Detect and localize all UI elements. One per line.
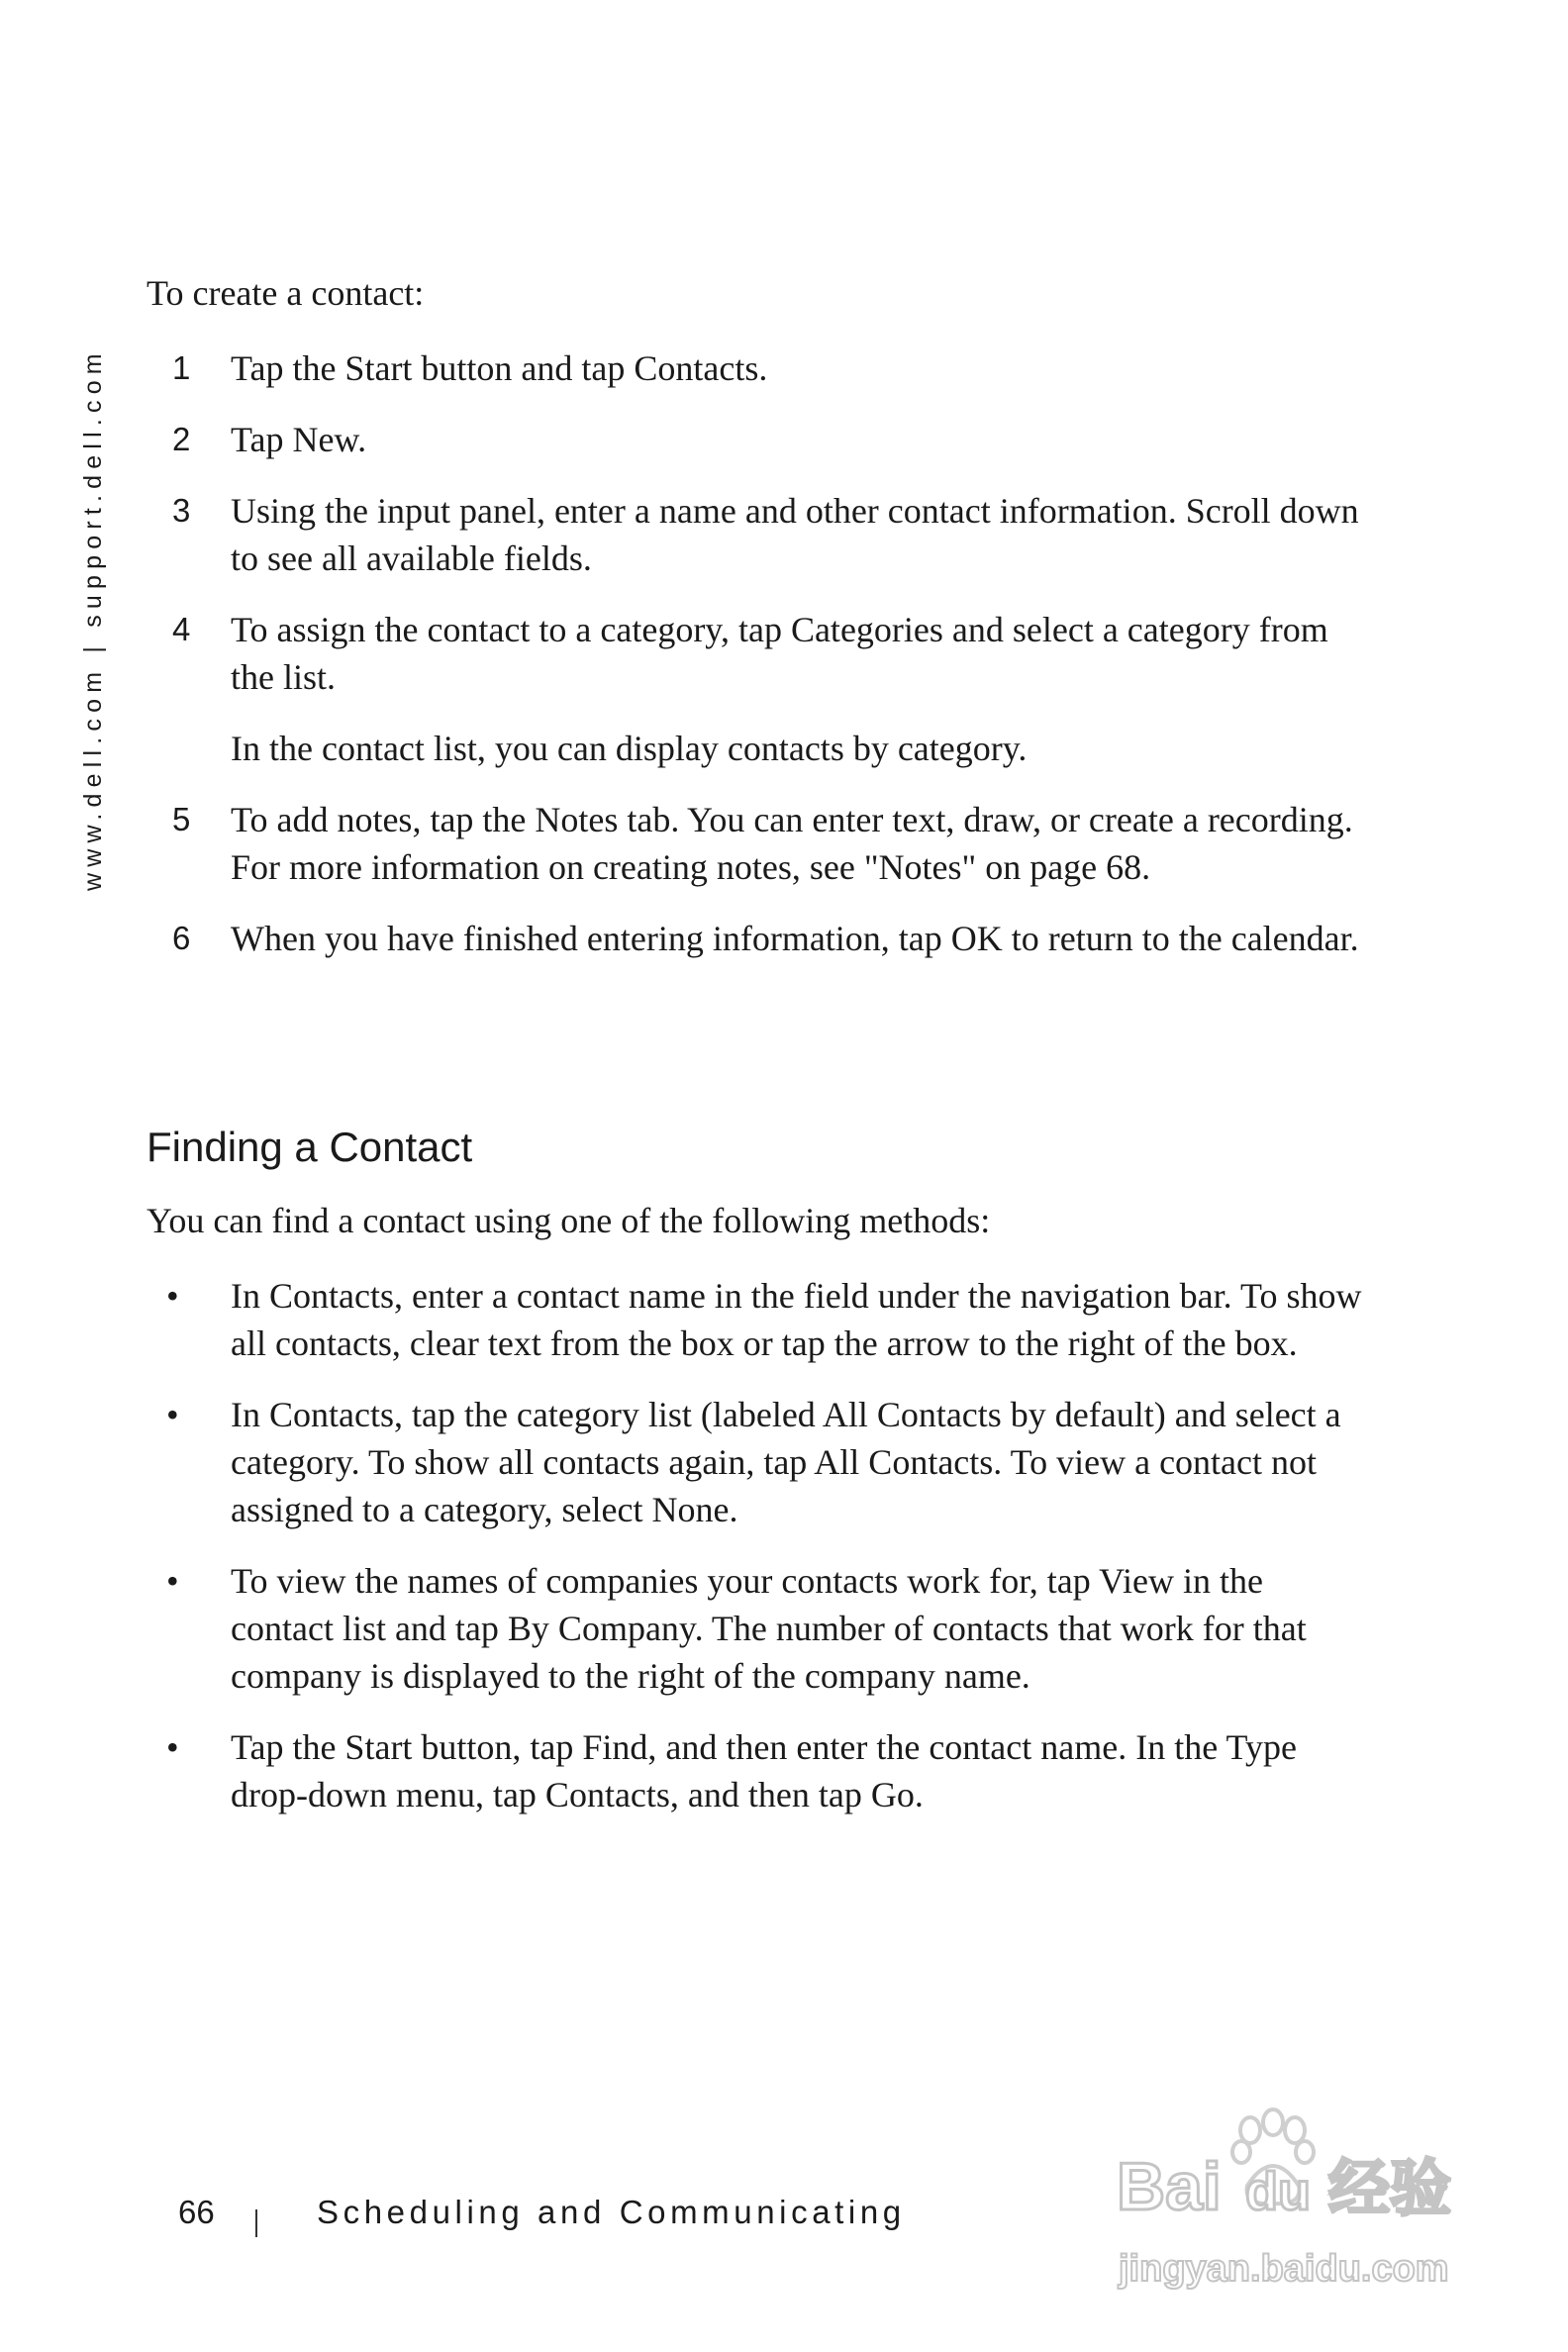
- step-item: [147, 606, 1364, 772]
- watermark-brand-cjk: 经验: [1328, 2152, 1452, 2224]
- method-item: [147, 1557, 1364, 1700]
- step-number: 5: [172, 801, 191, 837]
- step-text: Tap the Start button and tap Contacts.: [231, 348, 768, 388]
- step-note: In the contact list, you can display contacts by category.: [231, 729, 1028, 768]
- baidu-watermark: [1109, 2107, 1475, 2304]
- step-text: To assign the contact to a category, tap Categories and select a category from the list.: [231, 610, 1328, 697]
- chapter-title: Scheduling and Communicating: [317, 2194, 906, 2230]
- method-text: Tap the Start button, tap Find, and then enter the contact name. In the Type drop-down menu, tap Contacts, and then tap Go.: [231, 1727, 1297, 1814]
- step-item: [147, 416, 1364, 463]
- method-item: [147, 1391, 1364, 1533]
- intro-text: To create a contact:: [147, 273, 425, 313]
- steps-list: [147, 344, 1364, 986]
- step-number: 1: [172, 349, 191, 386]
- step-item: [147, 487, 1364, 582]
- step-text: To add notes, tap the Notes tab. You can enter text, draw, or create a recording. For more information on creating notes, see "Notes" on page 68.: [231, 800, 1353, 887]
- section-heading: Finding a Contact: [147, 1124, 473, 1170]
- step-number: 6: [172, 920, 191, 956]
- watermark-brand-latin-2: du: [1245, 2162, 1311, 2221]
- footer-divider: [255, 2209, 257, 2237]
- methods-intro-text: You can find a contact using one of the following methods:: [147, 1201, 991, 1240]
- step-number: 3: [172, 492, 191, 529]
- step-item: [147, 796, 1364, 891]
- method-item: [147, 1723, 1364, 1818]
- step-number: 4: [172, 611, 191, 647]
- method-text: To view the names of companies your contacts work for, tap View in the contact list and tap By Company. The number of contacts that work for that company is displayed to the right of the company name.: [231, 1561, 1307, 1696]
- bullet-icon: •: [166, 1561, 179, 1601]
- step-item: [147, 915, 1364, 962]
- step-text: When you have finished entering information, tap OK to return to the calendar.: [231, 919, 1359, 958]
- side-url-vertical: www.dell.com | support.dell.com: [79, 347, 107, 891]
- method-text: In Contacts, tap the category list (labeled All Contacts by default) and select a category. To show all contacts again, tap All Contacts. To view a contact not assigned to a category, select None.: [231, 1395, 1341, 1529]
- page-number: 66: [178, 2194, 215, 2230]
- bullet-icon: •: [166, 1727, 179, 1767]
- step-text: Using the input panel, enter a name and other contact information. Scroll down to see all available fields.: [231, 491, 1359, 578]
- step-item: [147, 344, 1364, 392]
- bullet-icon: •: [166, 1276, 179, 1316]
- step-number: 2: [172, 421, 191, 457]
- watermark-url: jingyan.baidu.com: [1119, 2248, 1449, 2290]
- method-text: In Contacts, enter a contact name in the field under the navigation bar. To show all contacts, clear text from the box or tap the arrow to the right of the box.: [231, 1276, 1362, 1363]
- methods-list: [147, 1272, 1364, 1842]
- bullet-icon: •: [166, 1395, 179, 1434]
- step-text: Tap New.: [231, 420, 367, 459]
- watermark-brand-latin: Bai: [1117, 2149, 1222, 2224]
- method-item: [147, 1272, 1364, 1367]
